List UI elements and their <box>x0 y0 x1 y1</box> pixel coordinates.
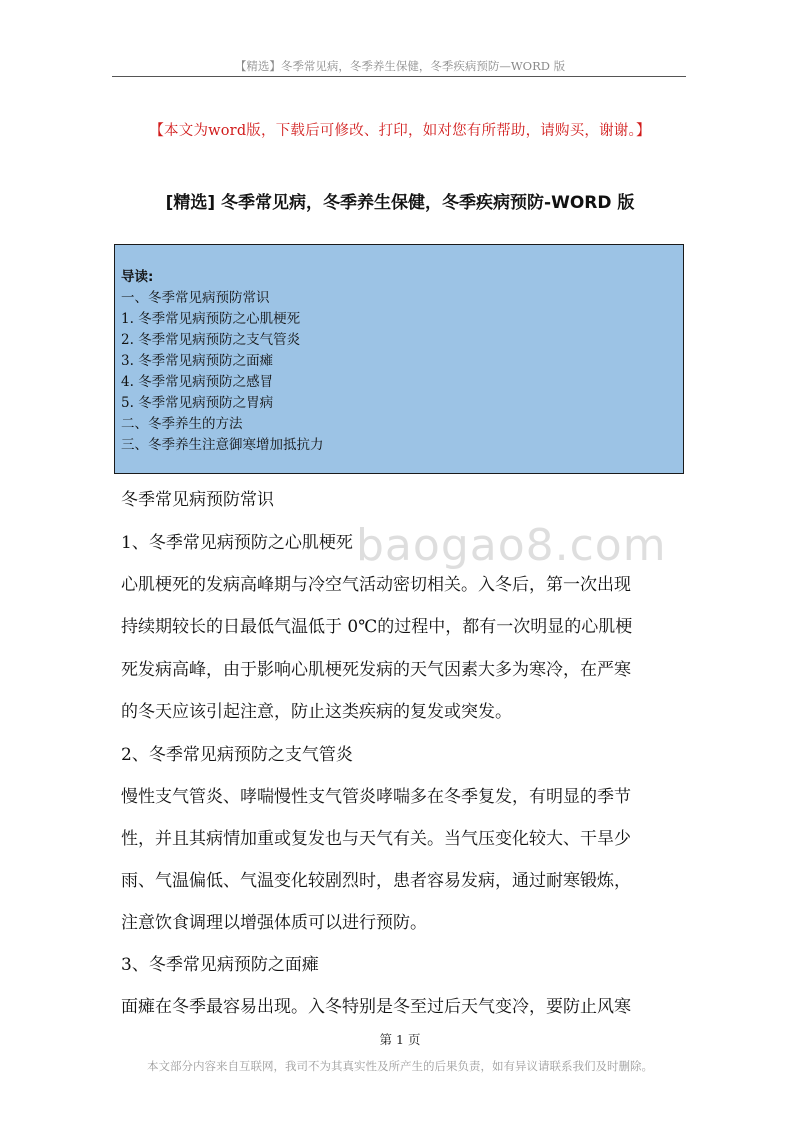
toc-item: 三、冬季养生注意御寒增加抵抗力 <box>121 437 324 453</box>
toc-item: 5. 冬季常见病预防之胃病 <box>121 395 274 411</box>
watermark: baogao8.com <box>356 520 667 571</box>
toc-item: 一、冬季常见病预防常识 <box>121 290 270 306</box>
paragraph-line: 慢性支气管炎、哮喘慢性支气管炎哮喘多在冬季复发，有明显的季节 <box>121 787 631 807</box>
toc-heading: 导读: <box>121 269 154 285</box>
toc-item: 二、冬季养生的方法 <box>121 416 243 432</box>
toc-item: 4. 冬季常见病预防之感冒 <box>121 374 274 390</box>
paragraph-line: 雨、气温偏低、气温变化较剧烈时，患者容易发病，通过耐寒锻炼， <box>121 871 631 891</box>
subsection-heading: 2、冬季常见病预防之支气管炎 <box>121 745 353 765</box>
paragraph-line: 持续期较长的日最低气温低于 0℃的过程中，都有一次明显的心肌梗 <box>121 617 633 637</box>
header-divider <box>112 76 686 77</box>
paragraph-line: 的冬天应该引起注意，防止这类疾病的复发或突发。 <box>121 702 512 722</box>
subsection-heading: 3、冬季常见病预防之面瘫 <box>121 955 319 975</box>
paragraph-line: 心肌梗死的发病高峰期与冷空气活动密切相关。入冬后，第一次出现 <box>121 575 631 595</box>
page-footer: 本文部分内容来自互联网，我司不为其真实性及所产生的后果负责，如有异议请联系我们及时删除。 <box>147 1059 653 1073</box>
toc-item: 1. 冬季常见病预防之心肌梗死 <box>121 311 301 327</box>
subsection-heading: 1、冬季常见病预防之心肌梗死 <box>121 533 353 553</box>
section-heading: 冬季常见病预防常识 <box>121 490 274 510</box>
table-of-contents <box>114 244 684 474</box>
paragraph-line: 死发病高峰，由于影响心肌梗死发病的天气因素大多为寒冷，在严寒 <box>121 660 631 680</box>
document-title: [精选] 冬季常见病，冬季养生保健，冬季疾病预防-WORD 版 <box>165 193 635 213</box>
toc-item: 2. 冬季常见病预防之支气管炎 <box>121 332 301 348</box>
paragraph-line: 注意饮食调理以增强体质可以进行预防。 <box>121 913 427 933</box>
toc-item: 3. 冬季常见病预防之面瘫 <box>121 353 274 369</box>
page-number: 第 1 页 <box>379 1032 421 1047</box>
paragraph-line: 性，并且其病情加重或复发也与天气有关。当气压变化较大、干旱少 <box>121 829 631 849</box>
page-header: 【精选】冬季常见病，冬季养生保健，冬季疾病预防—WORD 版 <box>234 59 566 73</box>
purchase-notice: 【本文为word版，下载后可修改、打印，如对您有所帮助，请购买，谢谢。】 <box>149 123 651 139</box>
paragraph-line: 面瘫在冬季最容易出现。入冬特别是冬至过后天气变冷，要防止风寒 <box>121 997 631 1017</box>
